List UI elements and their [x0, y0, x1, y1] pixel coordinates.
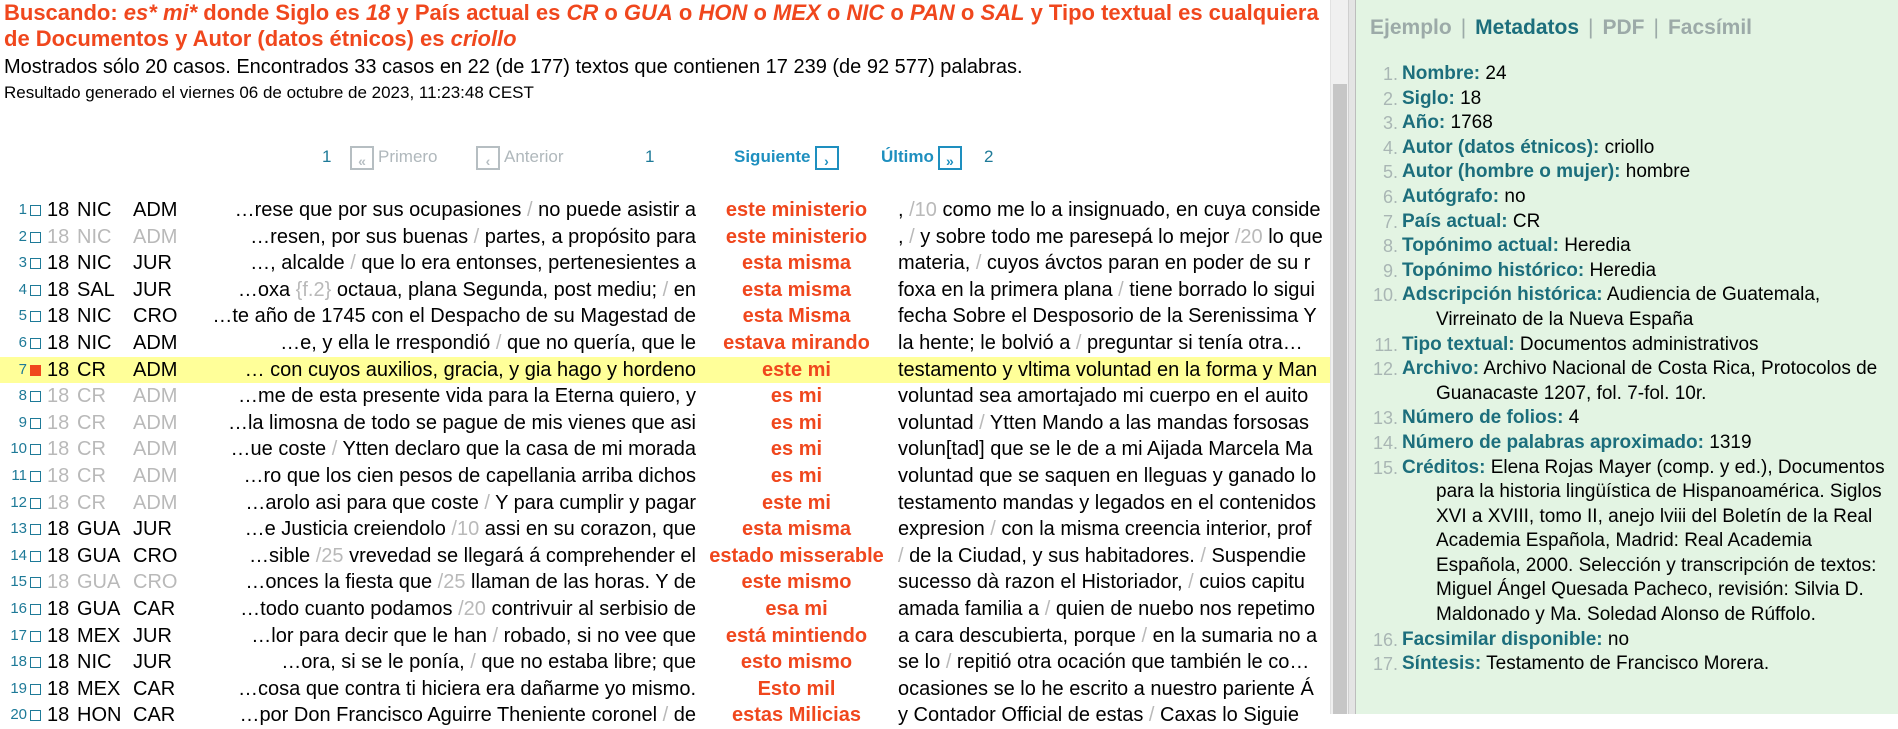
row-country: CR	[77, 411, 106, 434]
metadata-key: Número de folios:	[1402, 407, 1564, 429]
metadata-item	[1356, 283, 1898, 332]
right-context: amada familia a / quien de nuebo nos repetimo	[898, 597, 1315, 620]
metadata-list	[1356, 62, 1898, 677]
previous-page-button: ‹ Anterior	[472, 144, 564, 170]
metadata-item	[1356, 652, 1898, 677]
row-country: NIC	[77, 651, 112, 674]
row-country: CR	[77, 358, 106, 381]
row-century: 18	[47, 411, 70, 434]
keyword-match[interactable]: este mi	[762, 491, 831, 514]
concordance-row[interactable]	[0, 197, 1330, 224]
concordance-row[interactable]	[0, 410, 1330, 437]
row-checkbox[interactable]	[30, 311, 41, 322]
metadata-value: 1319	[1709, 431, 1752, 453]
keyword-match[interactable]: esta misma	[742, 252, 851, 275]
row-text-type: ADM	[133, 491, 178, 514]
row-century: 18	[47, 438, 70, 461]
row-number: 3	[18, 254, 27, 272]
generated-timestamp: Resultado generado el viernes 06 de octubre de 2023, 11:23:48 CEST	[4, 83, 534, 102]
keyword-match[interactable]: esto mismo	[740, 651, 853, 674]
metadata-item	[1356, 628, 1898, 653]
left-context: …ro que los cien pesos de capellania arriba dichos	[243, 464, 696, 487]
right-context: volun[tad] que se le de a mi Aijada Marcela Ma	[898, 438, 1313, 461]
row-text-type: ADM	[133, 199, 178, 221]
metadata-key: Año:	[1402, 112, 1446, 134]
metadata-item	[1356, 431, 1898, 456]
right-context: voluntad / Ytten Mando a las mandas forsosas	[898, 411, 1309, 434]
row-century: 18	[47, 597, 70, 620]
metadata-index: 8.	[1382, 236, 1398, 257]
metadata-index: 10.	[1372, 285, 1398, 306]
left-context: …e, y ella le rrespondió / que no quería, que le	[280, 331, 696, 354]
right-context: expresion / con la misma creencia interior, prof	[898, 518, 1312, 541]
keyword-match[interactable]: es mi	[770, 464, 823, 487]
row-checkbox[interactable]	[30, 710, 41, 721]
metadata-index: 5.	[1382, 162, 1398, 183]
row-country: NIC	[77, 252, 112, 275]
left-context: …sible /25 vrevedad se llegará á comprehender el	[249, 544, 696, 567]
right-context: , /10 como me lo a insignuado, en cuya conside	[898, 199, 1321, 221]
row-century: 18	[47, 491, 70, 514]
metadata-item	[1356, 234, 1898, 259]
row-country: GUA	[77, 518, 121, 541]
right-context: a cara descubierta, porque / en la sumaria no a	[898, 624, 1318, 647]
row-text-type: CAR	[133, 597, 176, 620]
left-context: …ora, si se le ponía, / que no estaba libre; que	[281, 651, 696, 674]
metadata-index: 13.	[1372, 408, 1398, 429]
metadata-value: Heredia	[1564, 235, 1631, 257]
metadata-key: Autógrafo:	[1402, 185, 1500, 207]
right-context: fecha Sobre el Desposorio de la Serenissima Y	[898, 305, 1317, 328]
row-number: 19	[10, 679, 27, 697]
metadata-index: 14.	[1372, 432, 1398, 453]
query-description-line2: de Documentos y Autor (datos étnicos) es criollo	[4, 26, 517, 51]
metadata-index: 15.	[1372, 457, 1398, 478]
row-country: CR	[77, 438, 106, 461]
row-checkbox[interactable]	[30, 444, 41, 455]
left-context: …te año de 1745 con el Despacho de su Magestad de	[212, 305, 696, 328]
row-century: 18	[47, 571, 70, 594]
current-page: 1	[645, 147, 655, 166]
metadata-item	[1356, 62, 1898, 87]
row-country: GUA	[77, 571, 121, 594]
right-context: testamento y vltima voluntad en la forma y Man	[898, 358, 1318, 381]
metadata-index: 16.	[1372, 629, 1398, 650]
metadata-value-continued: Virreinato de la Nueva España	[1436, 308, 1694, 330]
row-text-type: JUR	[133, 651, 172, 674]
left-context: …e Justicia creiendolo /10 assi en su corazon, que	[244, 518, 696, 541]
row-century: 18	[47, 624, 70, 647]
metadata-value: no	[1504, 185, 1526, 207]
metadata-index: 11.	[1374, 334, 1398, 355]
metadata-value-continued: Guanacaste 1207, fol. 7-fol. 10r.	[1436, 382, 1707, 404]
row-century: 18	[47, 199, 70, 221]
keyword-match[interactable]: esta misma	[742, 518, 851, 541]
metadata-key: Archivo:	[1402, 358, 1480, 380]
row-text-type: ADM	[133, 438, 178, 461]
row-checkbox[interactable]	[30, 631, 41, 642]
row-checkbox[interactable]	[30, 285, 41, 296]
keyword-match[interactable]: estava mirando	[723, 331, 870, 354]
row-number: 12	[10, 493, 27, 511]
row-checkbox[interactable]	[30, 418, 41, 429]
row-country: CR	[77, 464, 106, 487]
row-century: 18	[47, 651, 70, 674]
keyword-match[interactable]: este ministerio	[725, 199, 868, 221]
concordance-row[interactable]	[0, 224, 1330, 251]
keyword-match[interactable]: Esto mil	[757, 677, 836, 700]
metadata-value: CR	[1512, 210, 1541, 232]
metadata-key: Créditos:	[1402, 456, 1486, 478]
metadata-key: Autor (datos étnicos):	[1402, 136, 1600, 158]
row-text-type: CAR	[133, 704, 176, 727]
row-checkbox[interactable]	[30, 232, 41, 243]
row-number: 10	[10, 440, 27, 458]
metadata-value: Heredia	[1589, 259, 1657, 281]
next-page-button[interactable]: Siguiente ›	[734, 144, 843, 170]
row-number: 8	[18, 387, 27, 405]
metadata-item	[1356, 210, 1898, 235]
row-century: 18	[47, 704, 70, 727]
row-country: NIC	[77, 305, 112, 328]
metadata-value: Elena Rojas Mayer (comp. y ed.), Documentos	[1490, 456, 1885, 478]
row-number: 17	[10, 626, 27, 644]
row-country: CR	[77, 385, 106, 408]
row-country: NIC	[77, 225, 112, 248]
row-text-type: JUR	[133, 518, 172, 541]
right-context: foxa en la primera plana / tiene borrado lo sigui	[898, 278, 1315, 301]
keyword-match[interactable]: este mismo	[741, 571, 852, 594]
metadata-item	[1356, 160, 1898, 185]
row-country: GUA	[77, 544, 121, 567]
metadata-item	[1356, 456, 1898, 628]
keyword-match[interactable]: estado misserable	[709, 544, 884, 567]
row-century: 18	[47, 225, 70, 248]
concordance-row[interactable]	[0, 436, 1330, 463]
row-century: 18	[47, 464, 70, 487]
page-number-right[interactable]: 2	[984, 147, 994, 166]
keyword-match[interactable]: es mi	[770, 438, 823, 461]
metadata-item	[1356, 87, 1898, 112]
metadata-key: Número de palabras aproximado:	[1402, 431, 1704, 453]
right-context: voluntad que se saquen en lleguas y ganado lo	[898, 464, 1317, 487]
metadata-key: Síntesis:	[1402, 653, 1482, 675]
metadata-value: Testamento de Francisco Morera.	[1486, 653, 1770, 675]
metadata-value-continued: para la historia lingüística de Hispanoamérica. Siglos XVI a XVIII, tomo II, anejo lviii del Boletín de la Real Academia Española, Madrid: Real Academia Española, 2000. Selección y transcripción de textos: Miguel Ángel Quesada Pacheco, revisión: Silvia D. Maldonado y Ma. Soledad Alonso de Rúffolo.	[1436, 481, 1882, 626]
metadata-value: criollo	[1604, 136, 1655, 158]
keyword-match[interactable]: este mi	[762, 358, 831, 381]
metadata-value: 4	[1568, 407, 1580, 429]
row-number: 13	[10, 520, 27, 538]
row-checkbox[interactable]	[30, 498, 41, 509]
concordance-row[interactable]	[0, 516, 1330, 543]
keyword-match[interactable]: esa mi	[765, 597, 828, 620]
left-context: …arolo asi para que coste / Y para cumplir y pagar	[245, 491, 696, 514]
row-number: 6	[18, 333, 27, 351]
right-context: la hente; le bolvió a / preguntar si tenía otra…	[898, 331, 1303, 354]
right-context: ocasiones se lo he escrito a nuestro pariente Á	[898, 677, 1314, 700]
row-checkbox[interactable]	[30, 338, 41, 349]
metadata-index: 2.	[1382, 88, 1398, 109]
right-context: se lo / repitió otra ocación que también le co…	[898, 651, 1310, 674]
results-scrollbar[interactable]	[1330, 0, 1348, 714]
tab-separator: |	[1653, 16, 1659, 39]
concordance-row[interactable]	[0, 277, 1330, 304]
row-text-type: ADM	[133, 358, 178, 381]
left-context: …cosa que contra ti hiciera era dañarme yo mismo.	[238, 677, 696, 700]
concordance-row[interactable]	[0, 383, 1330, 410]
metadata-item	[1356, 185, 1898, 210]
last-page-button[interactable]: Último »	[881, 144, 966, 170]
tab-separator: |	[1588, 16, 1594, 39]
document-panel	[1356, 0, 1898, 714]
right-context: voluntad sea amortajado mi cuerpo en el auito	[898, 385, 1309, 408]
concordance-row[interactable]	[0, 569, 1330, 596]
row-text-type: CRO	[133, 571, 178, 594]
row-century: 18	[47, 385, 70, 408]
row-country: MEX	[77, 624, 121, 647]
row-text-type: ADM	[133, 385, 178, 408]
keyword-match[interactable]: esta Misma	[742, 305, 851, 328]
metadata-value: Documentos administrativos	[1519, 333, 1759, 355]
metadata-key: Facsimilar disponible:	[1402, 628, 1603, 650]
double-chevron-right-icon: »	[938, 146, 962, 170]
row-number: 4	[18, 280, 27, 298]
metadata-item	[1356, 259, 1898, 284]
metadata-value: hombre	[1625, 161, 1691, 183]
chevron-right-icon: ›	[815, 146, 839, 170]
row-checkbox[interactable]	[30, 471, 41, 482]
concordance-row[interactable]	[0, 490, 1330, 517]
double-chevron-left-icon: «	[350, 146, 374, 170]
metadata-item	[1356, 333, 1898, 358]
row-checkbox[interactable]	[30, 205, 41, 216]
metadata-key: Topónimo actual:	[1402, 235, 1559, 257]
metadata-value: no	[1607, 628, 1630, 650]
row-century: 18	[47, 278, 70, 301]
metadata-item	[1356, 136, 1898, 161]
row-century: 18	[47, 518, 70, 541]
row-number: 14	[10, 546, 27, 564]
row-century: 18	[47, 252, 70, 275]
concordance-row[interactable]	[0, 649, 1330, 676]
right-context: / de la Ciudad, y sus habitadores. / Suspendie	[898, 544, 1307, 567]
concordance-row[interactable]	[0, 303, 1330, 330]
scrollbar-thumb[interactable]	[1333, 84, 1347, 714]
metadata-index: 17.	[1372, 654, 1398, 675]
row-checkbox[interactable]	[30, 524, 41, 535]
metadata-index: 7.	[1382, 211, 1398, 232]
document-tabs	[1370, 16, 1752, 40]
concordance-row[interactable]	[0, 357, 1330, 384]
row-century: 18	[47, 358, 70, 381]
row-text-type: CRO	[133, 305, 178, 328]
metadata-index: 3.	[1382, 113, 1398, 134]
row-checkbox[interactable]	[30, 258, 41, 269]
row-checkbox[interactable]	[30, 577, 41, 588]
row-country: CR	[77, 491, 106, 514]
row-checkbox[interactable]	[30, 684, 41, 695]
keyword-match[interactable]: este ministerio	[725, 225, 868, 248]
keyword-match[interactable]: es mi	[770, 385, 823, 408]
left-context: …onces la fiesta que /25 llaman de las horas. Y de	[245, 571, 696, 594]
row-number: 11	[11, 466, 27, 484]
left-context: …lor para decir que le han / robado, si no vee que	[251, 624, 696, 647]
row-checkbox[interactable]	[30, 551, 41, 562]
left-context: … con cuyos auxilios, gracia, y gia hago y hordeno	[244, 358, 696, 381]
left-context: …rese que por sus ocupasiones / no puede asistir a	[234, 199, 696, 221]
page-number-left: 1	[322, 147, 332, 166]
tab-separator: |	[1460, 16, 1467, 39]
row-text-type: ADM	[133, 464, 178, 487]
row-century: 18	[47, 305, 70, 328]
row-number: 1	[18, 201, 27, 218]
concordance-row[interactable]	[0, 543, 1330, 570]
keyword-match[interactable]: está mintiendo	[725, 624, 868, 647]
row-country: NIC	[77, 199, 112, 221]
metadata-value: 1768	[1450, 112, 1493, 134]
metadata-index: 12.	[1372, 359, 1398, 380]
concordance-row[interactable]	[0, 330, 1330, 357]
left-context: …, alcalde / que lo era entonses, pertenesientes a	[250, 252, 696, 275]
metadata-key: Nombre:	[1402, 63, 1481, 84]
metadata-index: 6.	[1382, 186, 1398, 207]
metadata-value: 18	[1460, 87, 1482, 109]
row-text-type: JUR	[133, 252, 172, 275]
keyword-match[interactable]: esta misma	[742, 278, 851, 301]
right-context: y Contador Official de estas / Caxas lo Siguie	[898, 704, 1299, 727]
row-country: GUA	[77, 597, 121, 620]
row-number: 15	[10, 573, 27, 591]
row-text-type: ADM	[133, 225, 178, 248]
row-text-type: ADM	[133, 331, 178, 354]
metadata-key: Siglo:	[1402, 87, 1455, 109]
left-context: …por Don Francisco Aguirre Theniente coronel / de	[239, 704, 696, 727]
row-number: 16	[10, 599, 27, 617]
first-page-button: « Primero	[346, 144, 438, 170]
metadata-item	[1356, 111, 1898, 136]
results-summary: Mostrados sólo 20 casos. Encontrados 33 casos en 22 (de 177) textos que contienen 17 239 (de 92 577) palabras.	[4, 56, 1023, 78]
right-context: sucesso dà razon el Historiador, / cuios capitu	[898, 571, 1305, 594]
row-text-type: JUR	[133, 624, 172, 647]
metadata-value: 24	[1485, 63, 1507, 84]
query-description: Buscando: es* mi* donde Siglo es 18 y País actual es CR o GUA o HON o MEX o NIC o PAN o SAL y Tipo textual es cualquiera	[4, 0, 1319, 25]
right-context: testamento mandas y legados en el contenidos	[898, 491, 1317, 514]
tab-metadatos[interactable]: Metadatos	[1475, 16, 1580, 39]
row-country: HON	[77, 704, 122, 727]
row-number: 9	[18, 413, 27, 431]
left-context: …ue coste / Ytten declaro que la casa de mi morada	[230, 438, 696, 461]
row-checkbox[interactable]	[30, 604, 41, 615]
right-context: , / y sobre todo me paresерá lo mejor /20 lo que	[898, 225, 1323, 248]
left-context: …oxa {f.2} octaua, plana Segunda, post mediu; / en	[237, 278, 696, 301]
row-checkbox[interactable]	[30, 365, 41, 376]
metadata-key: Topónimo histórico:	[1402, 259, 1585, 281]
metadata-key: Tipo textual:	[1402, 333, 1515, 355]
row-number: 7	[18, 360, 27, 378]
chevron-left-icon: ‹	[476, 146, 500, 170]
row-text-type: CAR	[133, 677, 176, 700]
row-country: MEX	[77, 677, 121, 700]
metadata-key: Adscripción histórica:	[1402, 284, 1603, 306]
row-number: 18	[10, 653, 27, 671]
left-context: …la limosna de todo se pague de mis vienes que asi	[227, 411, 696, 434]
panel-splitter[interactable]	[1348, 0, 1356, 714]
metadata-value: Archivo Nacional de Costa Rica, Protocolos de	[1483, 358, 1878, 380]
row-century: 18	[47, 544, 70, 567]
row-text-type: JUR	[133, 278, 172, 301]
left-context: …me de esta presente vida para la Eterna quiero, y	[237, 385, 696, 408]
concordance-row[interactable]	[0, 623, 1330, 650]
concordance-row[interactable]	[0, 463, 1330, 490]
row-country: NIC	[77, 331, 112, 354]
row-number: 20	[10, 706, 27, 724]
row-number: 2	[18, 227, 27, 245]
metadata-key: Autor (hombre o mujer):	[1402, 161, 1621, 183]
metadata-item	[1356, 357, 1898, 406]
metadata-key: País actual:	[1402, 210, 1508, 232]
row-century: 18	[47, 677, 70, 700]
keyword-match[interactable]: estas Milicias	[732, 704, 861, 727]
metadata-index: 1.	[1382, 64, 1398, 84]
concordance-row[interactable]	[0, 676, 1330, 703]
concordance-table	[0, 197, 1330, 729]
row-number: 5	[18, 307, 27, 325]
concordance-row[interactable]	[0, 250, 1330, 277]
metadata-index: 9.	[1382, 260, 1398, 281]
tab-pdf[interactable]: PDF	[1602, 16, 1645, 39]
tab-ejemplo[interactable]: Ejemplo	[1370, 16, 1452, 39]
concordance-row[interactable]	[0, 702, 1330, 729]
left-context: …todo cuanto podamos /20 contrivuir al serbisio de	[240, 597, 696, 620]
keyword-match[interactable]: es mi	[770, 411, 823, 434]
row-century: 18	[47, 331, 70, 354]
right-context: materia, / cuyos ávctos paran en poder de su r	[898, 252, 1311, 275]
left-context: …resen, por sus buenas / partes, a propósito para	[250, 225, 696, 248]
metadata-index: 4.	[1382, 137, 1398, 158]
row-text-type: CRO	[133, 544, 178, 567]
metadata-item	[1356, 406, 1898, 431]
tab-facs-mil[interactable]: Facsímil	[1667, 16, 1752, 39]
row-country: SAL	[77, 278, 115, 301]
row-text-type: ADM	[133, 411, 178, 434]
row-checkbox[interactable]	[30, 657, 41, 668]
concordance-row[interactable]	[0, 596, 1330, 623]
row-checkbox[interactable]	[30, 391, 41, 402]
metadata-value: Audiencia de Guatemala,	[1606, 284, 1821, 306]
